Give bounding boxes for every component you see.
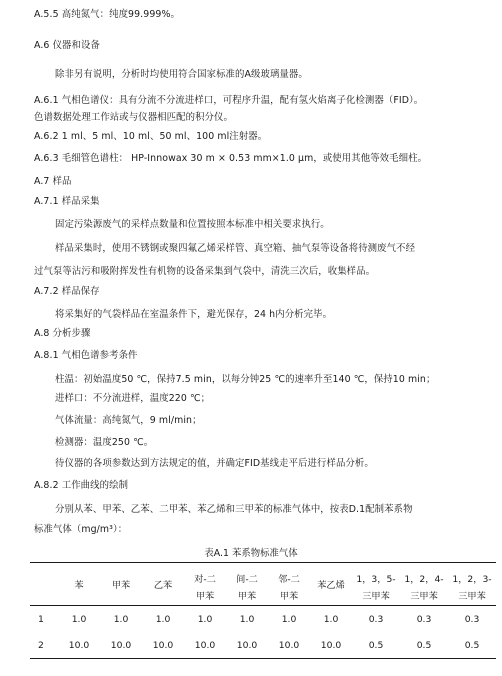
condition-gas-flow: 气体流量：高纯氮气，9 ml/min；	[55, 415, 202, 426]
paragraph: 分别从苯、甲苯、乙苯、二甲苯、苯乙烯和三甲苯的标准气体中，按表D.1配制苯系物	[55, 504, 413, 515]
table-header-cell: 甲苯	[237, 591, 257, 602]
table-cell: 1.0	[323, 613, 339, 625]
table-cell: 1.0	[197, 613, 213, 625]
heading-a-8-2: A.8.2 工作曲线的绘制	[34, 480, 129, 491]
table-cell: 10.0	[152, 639, 174, 651]
table-header-cell: 1，3，5-	[356, 574, 396, 585]
table-cell: 0.3	[368, 613, 384, 625]
table-cell: 1.0	[155, 613, 171, 625]
table-cell: 1.0	[71, 613, 87, 625]
table-header-cell: 乙苯	[153, 580, 173, 591]
table-header-cell: 间-二	[236, 574, 258, 585]
section-a-6-2: A.6.2 1 ml、5 ml、10 ml、50 ml、100 ml注射器。	[34, 131, 268, 142]
paragraph: 固定污染源废气的采样点数量和位置按照本标准中相关要求执行。	[55, 219, 330, 230]
table-cell: 1.0	[281, 613, 297, 625]
table-header-cell: 甲苯	[195, 591, 215, 602]
paragraph: 样品采集时，使用不锈钢或聚四氟乙烯采样管、真空箱、抽气泵等设备将待测废气不经	[55, 243, 416, 254]
heading-a-7-2: A.7.2 样品保存	[34, 286, 100, 297]
heading-a-7-1: A.7.1 样品采集	[34, 196, 100, 207]
table-cell: 10.0	[194, 639, 216, 651]
condition-inlet: 进样口：不分流进样，温度220 ℃；	[55, 393, 211, 404]
paragraph: 待仪器的各项参数达到方法规定的值，并确定FID基线走平后进行样品分析。	[55, 458, 374, 469]
table-header-cell: 甲苯	[111, 580, 131, 591]
table-cell: 10.0	[110, 639, 132, 651]
table-row	[30, 632, 496, 659]
table-header-cell: 苯乙烯	[317, 580, 345, 591]
table-header-cell: 三甲苯	[362, 591, 390, 602]
paragraph-continuation: 色谱数据处理工作站或与仪器相匹配的积分仪。	[34, 112, 233, 123]
heading-a-8-1: A.8.1 气相色谱参考条件	[34, 350, 138, 361]
table-cell: 10.0	[68, 639, 90, 651]
section-a-5-5: A.5.5 高纯氮气：纯度99.999%。	[34, 9, 180, 20]
table-header-cell: 三甲苯	[458, 591, 486, 602]
table-cell: 0.5	[416, 639, 432, 651]
table-title: 表A.1 苯系物标准气体	[204, 548, 298, 559]
heading-a-6: A.6 仪器和设备	[34, 40, 100, 51]
paragraph-continuation: 标准气体（mg/m³）：	[34, 524, 128, 535]
table-header-cell: 苯	[74, 580, 84, 591]
section-a-6-1: A.6.1 气相色谱仪：具有分流不分流进样口，可程序升温，配有氢火焰离子化检测器（FID）。	[34, 95, 424, 106]
row-index: 2	[38, 639, 44, 651]
table-header-row	[30, 563, 496, 586]
table-cell: 10.0	[320, 639, 342, 651]
paragraph: 将采集好的气袋样品在室温条件下，避光保存，24 h内分析完毕。	[55, 309, 333, 320]
table-header-cell: 邻-二	[278, 574, 300, 585]
table-cell: 0.5	[464, 639, 480, 651]
condition-detector: 检测器：温度250 ℃。	[55, 437, 154, 448]
table-cell: 1.0	[239, 613, 255, 625]
table-header-cell: 甲苯	[279, 591, 299, 602]
heading-a-7: A.7 样品	[34, 176, 72, 187]
section-a-6-3: A.6.3 毛细管色谱柱： HP-Innowax 30 m × 0.53 mm×1.0 μm，或使用其他等效毛细柱。	[34, 153, 428, 164]
paragraph: 除非另有说明，分析时均使用符合国家标准的A级玻璃量器。	[55, 69, 308, 80]
table-header-cell	[30, 563, 58, 606]
paragraph-continuation: 过气泵等沾污和吸附挥发性有机物的设备采集到气袋中，清洗三次后，收集样品。	[34, 266, 376, 277]
row-index: 1	[38, 613, 44, 625]
table-row	[30, 606, 496, 633]
table-header-cell: 1，2，4-	[404, 574, 444, 585]
standard-gas-table	[30, 562, 496, 659]
table-cell: 0.3	[464, 613, 480, 625]
condition-column-temp: 柱温：初始温度50 ℃，保持7.5 min，以每分钟25 ℃的速率升至140 ℃，保持10 min；	[55, 374, 436, 385]
table-cell: 0.5	[368, 639, 384, 651]
table-header-cell: 1，2，3-	[452, 574, 492, 585]
table-header-cell: 三甲苯	[410, 591, 438, 602]
heading-a-8: A.8 分析步骤	[34, 328, 91, 339]
table-cell: 0.3	[416, 613, 432, 625]
table-header-cell: 对-二	[194, 574, 216, 585]
table-cell: 10.0	[278, 639, 300, 651]
table-cell: 10.0	[236, 639, 258, 651]
table-cell: 1.0	[113, 613, 129, 625]
